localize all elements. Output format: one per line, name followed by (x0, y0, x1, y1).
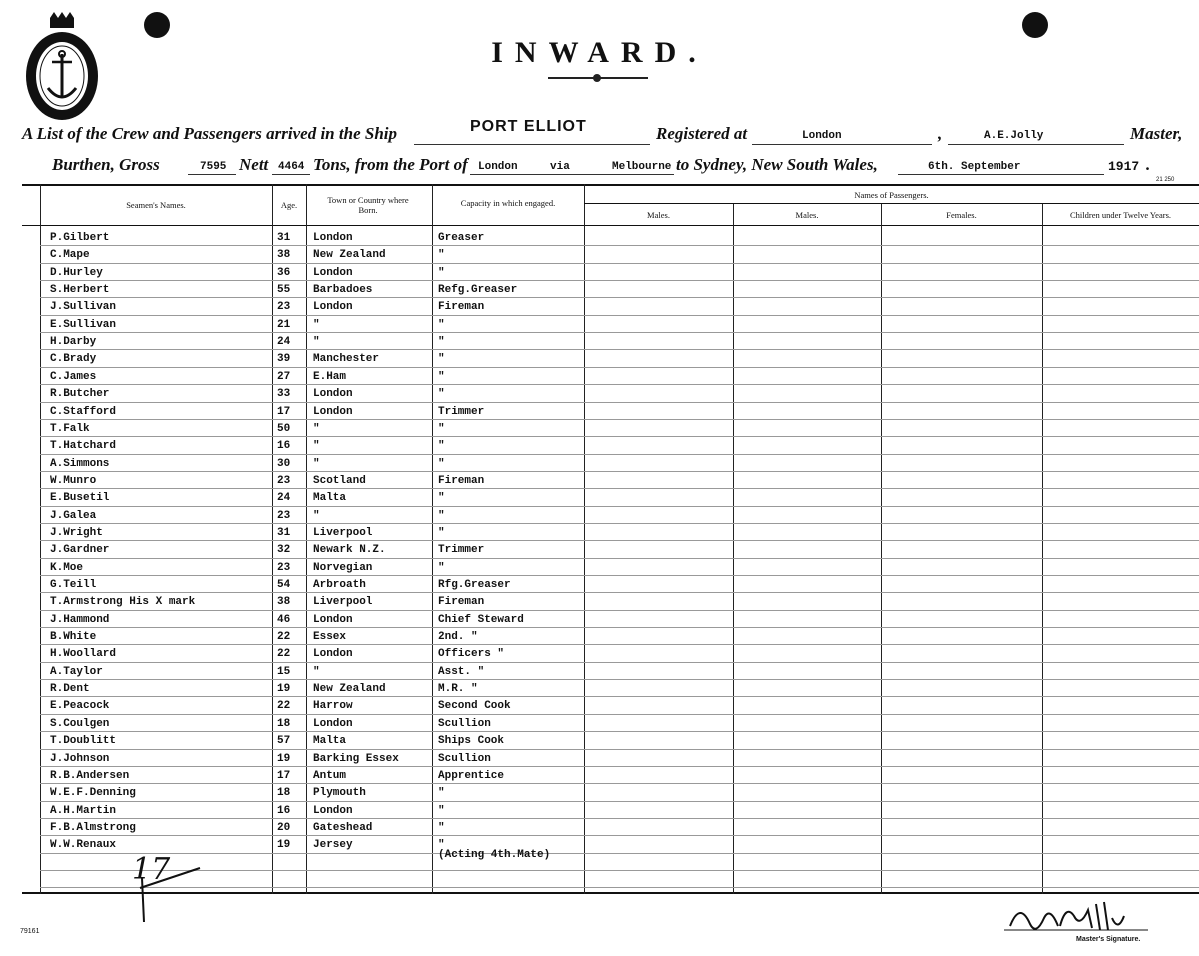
row-rule (40, 887, 1199, 888)
ship-name: PORT ELLIOT (470, 118, 587, 135)
crew-name: E.Sullivan (50, 319, 117, 331)
crew-town: London (313, 648, 353, 660)
crew-age: 36 (277, 267, 291, 279)
crew-capacity: Rfg.Greaser (438, 579, 511, 591)
crew-town: Barking Essex (313, 753, 399, 765)
crew-name: T.Falk (50, 423, 90, 435)
crew-town: E.Ham (313, 371, 347, 383)
crew-capacity: " (438, 319, 445, 331)
crew-town: London (313, 406, 353, 418)
nett-tons: 4464 (278, 161, 305, 173)
date-rule (898, 174, 1104, 175)
crew-name: D.Hurley (50, 267, 103, 279)
row-rule (40, 488, 1199, 489)
crew-name: P.Gilbert (50, 232, 110, 244)
row-rule (40, 801, 1199, 802)
crew-capacity: Ships Cook (438, 735, 505, 747)
crew-capacity: " (438, 267, 445, 279)
corner-mark: 21 250 (1156, 177, 1175, 183)
crew-name: R.Dent (50, 683, 90, 695)
crew-capacity: Asst. " (438, 666, 485, 678)
row-rule (40, 245, 1199, 246)
registered-rule (752, 144, 932, 145)
crew-name: C.Stafford (50, 406, 117, 418)
crew-age: 46 (277, 614, 291, 626)
row-rule (40, 749, 1199, 750)
gross-tons: 7595 (200, 161, 227, 173)
crew-town: Manchester (313, 353, 380, 365)
row-rule (40, 349, 1199, 350)
crew-age: 32 (277, 544, 291, 556)
crew-age: 31 (277, 527, 291, 539)
registered-label: Registered at (656, 124, 748, 143)
crew-age: 38 (277, 596, 291, 608)
crew-name: H.Woollard (50, 648, 117, 660)
handwritten-total: 17 (132, 852, 171, 887)
crew-age: 19 (277, 683, 291, 695)
row-rule (40, 436, 1199, 437)
crew-age: 23 (277, 301, 291, 313)
row-rule (40, 835, 1199, 836)
crew-town: " (313, 319, 320, 331)
crew-capacity: " (438, 388, 445, 400)
crew-capacity: " (438, 805, 445, 817)
col-head-males1: Males. (647, 210, 670, 220)
crew-name: B.White (50, 631, 97, 643)
crew-name: K.Moe (50, 562, 84, 574)
crew-town: " (313, 458, 320, 470)
crew-town: Essex (313, 631, 347, 643)
crew-age: 33 (277, 388, 291, 400)
row-rule (40, 384, 1199, 385)
crew-name: W.Munro (50, 475, 97, 487)
row-rule (40, 315, 1199, 316)
crew-capacity: Fireman (438, 301, 485, 313)
crew-capacity: M.R. " (438, 683, 478, 695)
crew-age: 31 (277, 232, 291, 244)
crew-age: 39 (277, 353, 291, 365)
crew-name: W.W.Renaux (50, 839, 117, 851)
crew-town: " (313, 440, 320, 452)
crew-town: London (313, 718, 353, 730)
row-rule (40, 818, 1199, 819)
crew-capacity: " (438, 371, 445, 383)
crew-town: Barbadoes (313, 284, 373, 296)
crew-capacity: Trimmer (438, 406, 485, 418)
row-rule (40, 402, 1199, 403)
crew-age: 19 (277, 753, 291, 765)
crew-capacity: " (438, 458, 445, 470)
crew-town: New Zealand (313, 683, 386, 695)
crew-town: Malta (313, 492, 347, 504)
row-rule (40, 870, 1199, 871)
crew-capacity: Scullion (438, 753, 491, 765)
row-rule (40, 627, 1199, 628)
crew-town: Newark N.Z. (313, 544, 386, 556)
row-rule (40, 263, 1199, 264)
crew-name: R.B.Andersen (50, 770, 130, 782)
crew-town: Arbroath (313, 579, 366, 591)
crew-age: 24 (277, 492, 291, 504)
crew-name: T.Armstrong His X mark (50, 596, 196, 608)
crew-name: E.Busetil (50, 492, 110, 504)
row-rule (40, 454, 1199, 455)
crew-capacity: " (438, 249, 445, 261)
crew-age: 16 (277, 805, 291, 817)
crew-capacity: Fireman (438, 596, 485, 608)
crew-name: J.Gardner (50, 544, 110, 556)
crew-town: Harrow (313, 700, 353, 712)
to-sydney-label: to Sydney, New South Wales, (676, 155, 878, 174)
signature-label: Master's Signature. (1076, 936, 1141, 943)
crew-capacity: " (438, 527, 445, 539)
crew-town: London (313, 232, 353, 244)
crew-name: C.James (50, 371, 97, 383)
crew-age: 38 (277, 249, 291, 261)
crew-age: 23 (277, 475, 291, 487)
col-head-females: Females. (946, 210, 977, 220)
row-rule (40, 679, 1199, 680)
registered-port: London (802, 130, 842, 142)
header-line1-prefix: A List of the Crew and Passengers arrived in the Ship (22, 124, 397, 143)
via-port: Melbourne (612, 161, 672, 173)
col-head-children: Children under Twelve Years. (1070, 210, 1171, 220)
crew-name: A.Taylor (50, 666, 103, 678)
crew-age: 15 (277, 666, 291, 678)
crew-name: C.Brady (50, 353, 97, 365)
crew-town: Liverpool (313, 527, 373, 539)
crew-town: Jersey (313, 839, 353, 851)
crew-capacity: " (438, 822, 445, 834)
crew-capacity: " (438, 787, 445, 799)
row-rule (40, 766, 1199, 767)
row-rule (40, 731, 1199, 732)
arrival-year: 1917 (1108, 159, 1140, 174)
col-head-passengers: Names of Passengers. (854, 190, 929, 200)
crew-age: 20 (277, 822, 291, 834)
col-divider-town (432, 184, 433, 894)
crew-town: New Zealand (313, 249, 386, 261)
master-rule (948, 144, 1124, 145)
nett-label: Nett (239, 155, 269, 174)
crew-age: 23 (277, 510, 291, 522)
crew-town: " (313, 423, 320, 435)
crew-name: J.Hammond (50, 614, 110, 626)
master-name: A.E.Jolly (984, 130, 1044, 142)
col-head-age: Age. (280, 200, 298, 210)
table-top-rule (22, 184, 1199, 186)
col-divider-males2 (881, 204, 882, 894)
crew-age: 22 (277, 648, 291, 660)
row-rule (40, 558, 1199, 559)
crew-town: Gateshead (313, 822, 373, 834)
crew-capacity: " (438, 353, 445, 365)
crew-town: " (313, 666, 320, 678)
row-rule (40, 610, 1199, 611)
col-divider-left (40, 184, 41, 894)
row-rule (40, 662, 1199, 663)
crew-age: 23 (277, 562, 291, 574)
comma: , (938, 124, 943, 143)
crew-name: A.H.Martin (50, 805, 117, 817)
crew-name: T.Hatchard (50, 440, 117, 452)
crew-capacity: " (438, 839, 445, 851)
crew-capacity: Chief Steward (438, 614, 524, 626)
title-ornament (593, 74, 601, 82)
crew-capacity: Greaser (438, 232, 485, 244)
crew-age: 18 (277, 787, 291, 799)
crew-town: London (313, 388, 353, 400)
crew-capacity: Second Cook (438, 700, 511, 712)
table-header-rule (22, 225, 1199, 226)
crew-name: F.B.Almstrong (50, 822, 136, 834)
crew-age: 55 (277, 284, 291, 296)
ship-name-rule (414, 144, 650, 145)
row-rule (40, 592, 1199, 593)
crew-capacity: " (438, 562, 445, 574)
crew-name: W.E.F.Denning (50, 787, 136, 799)
col-head-name: Seamen's Names. (126, 200, 186, 210)
crew-town: London (313, 614, 353, 626)
crew-capacity: Trimmer (438, 544, 485, 556)
crew-capacity: Apprentice (438, 770, 505, 782)
crew-age: 50 (277, 423, 291, 435)
punch-hole-left (144, 12, 170, 38)
gross-rule (188, 174, 236, 175)
row-rule (40, 506, 1199, 507)
row-rule (40, 783, 1199, 784)
from-port: London (478, 161, 518, 173)
crew-town: Antum (313, 770, 347, 782)
crew-capacity: " (438, 423, 445, 435)
crew-age: 19 (277, 839, 291, 851)
crew-capacity: 2nd. " (438, 631, 478, 643)
col-divider-males1 (733, 204, 734, 894)
crew-age: 54 (277, 579, 291, 591)
crew-age: 21 (277, 319, 291, 331)
crew-name: S.Coulgen (50, 718, 110, 730)
master-label: Master, (1130, 124, 1183, 143)
crew-age: 22 (277, 631, 291, 643)
crew-town: London (313, 301, 353, 313)
crew-age: 16 (277, 440, 291, 452)
row-rule (40, 471, 1199, 472)
crew-town: Scotland (313, 475, 366, 487)
row-rule (40, 297, 1199, 298)
crew-capacity: Officers " (438, 648, 505, 660)
nett-rule (272, 174, 310, 175)
row-rule (40, 280, 1199, 281)
row-rule (40, 696, 1199, 697)
form-number: 79161 (20, 928, 40, 935)
crew-name: J.Johnson (50, 753, 110, 765)
crew-town: " (313, 336, 320, 348)
crew-age: 17 (277, 406, 291, 418)
crew-capacity: Refg.Greaser (438, 284, 518, 296)
row-rule (40, 644, 1199, 645)
crew-name: T.Doublitt (50, 735, 117, 747)
row-rule (40, 332, 1199, 333)
crew-name: J.Galea (50, 510, 97, 522)
row-rule (40, 714, 1199, 715)
crew-name: J.Wright (50, 527, 103, 539)
crew-town: Plymouth (313, 787, 366, 799)
crew-name: A.Simmons (50, 458, 110, 470)
crew-age: 22 (277, 700, 291, 712)
burthen-label: Burthen, Gross (52, 155, 160, 174)
crew-town: London (313, 805, 353, 817)
crew-age: 30 (277, 458, 291, 470)
crew-name: R.Butcher (50, 388, 110, 400)
page-title: INWARD. (491, 36, 708, 69)
crew-capacity: " (438, 510, 445, 522)
year-dot: . (1146, 155, 1151, 174)
col-divider-name (272, 184, 273, 894)
col-divider-capacity (584, 184, 585, 894)
tons-from-label: Tons, from the Port of (313, 155, 468, 174)
crew-name: H.Darby (50, 336, 97, 348)
crew-name: J.Sullivan (50, 301, 117, 313)
row-rule (40, 540, 1199, 541)
port-rule (470, 174, 674, 175)
passenger-subheader-rule (584, 203, 1199, 204)
crew-age: 18 (277, 718, 291, 730)
row-rule (40, 367, 1199, 368)
col-head-capacity: Capacity in which engaged. (460, 198, 556, 208)
crew-capacity: Scullion (438, 718, 491, 730)
crew-town: Liverpool (313, 596, 373, 608)
crew-name: S.Herbert (50, 284, 110, 296)
crew-capacity: Fireman (438, 475, 485, 487)
crew-town: Norvegian (313, 562, 373, 574)
col-head-town: Town or Country where Born. (327, 195, 409, 215)
via: via (550, 161, 570, 173)
arrival-date: 6th. September (928, 161, 1021, 173)
punch-hole-right (1022, 12, 1048, 38)
crew-name: G.Teill (50, 579, 97, 591)
master-signature (1000, 896, 1150, 940)
crew-capacity: " (438, 440, 445, 452)
crew-age: 27 (277, 371, 291, 383)
crew-town: " (313, 510, 320, 522)
col-divider-age (306, 184, 307, 894)
row-rule (40, 575, 1199, 576)
row-rule (40, 853, 1199, 854)
crew-town: London (313, 267, 353, 279)
crew-town: Malta (313, 735, 347, 747)
handwritten-tick (130, 858, 210, 928)
crew-age: 57 (277, 735, 291, 747)
crew-name: E.Peacock (50, 700, 110, 712)
crew-age: 24 (277, 336, 291, 348)
acting-note: (Acting 4th.Mate) (438, 849, 551, 861)
row-rule (40, 419, 1199, 420)
crew-capacity: " (438, 336, 445, 348)
crew-age: 17 (277, 770, 291, 782)
row-rule (40, 523, 1199, 524)
crew-capacity: " (438, 492, 445, 504)
col-head-males2: Males. (795, 210, 819, 220)
crew-name: C.Mape (50, 249, 90, 261)
col-divider-females (1042, 204, 1043, 894)
